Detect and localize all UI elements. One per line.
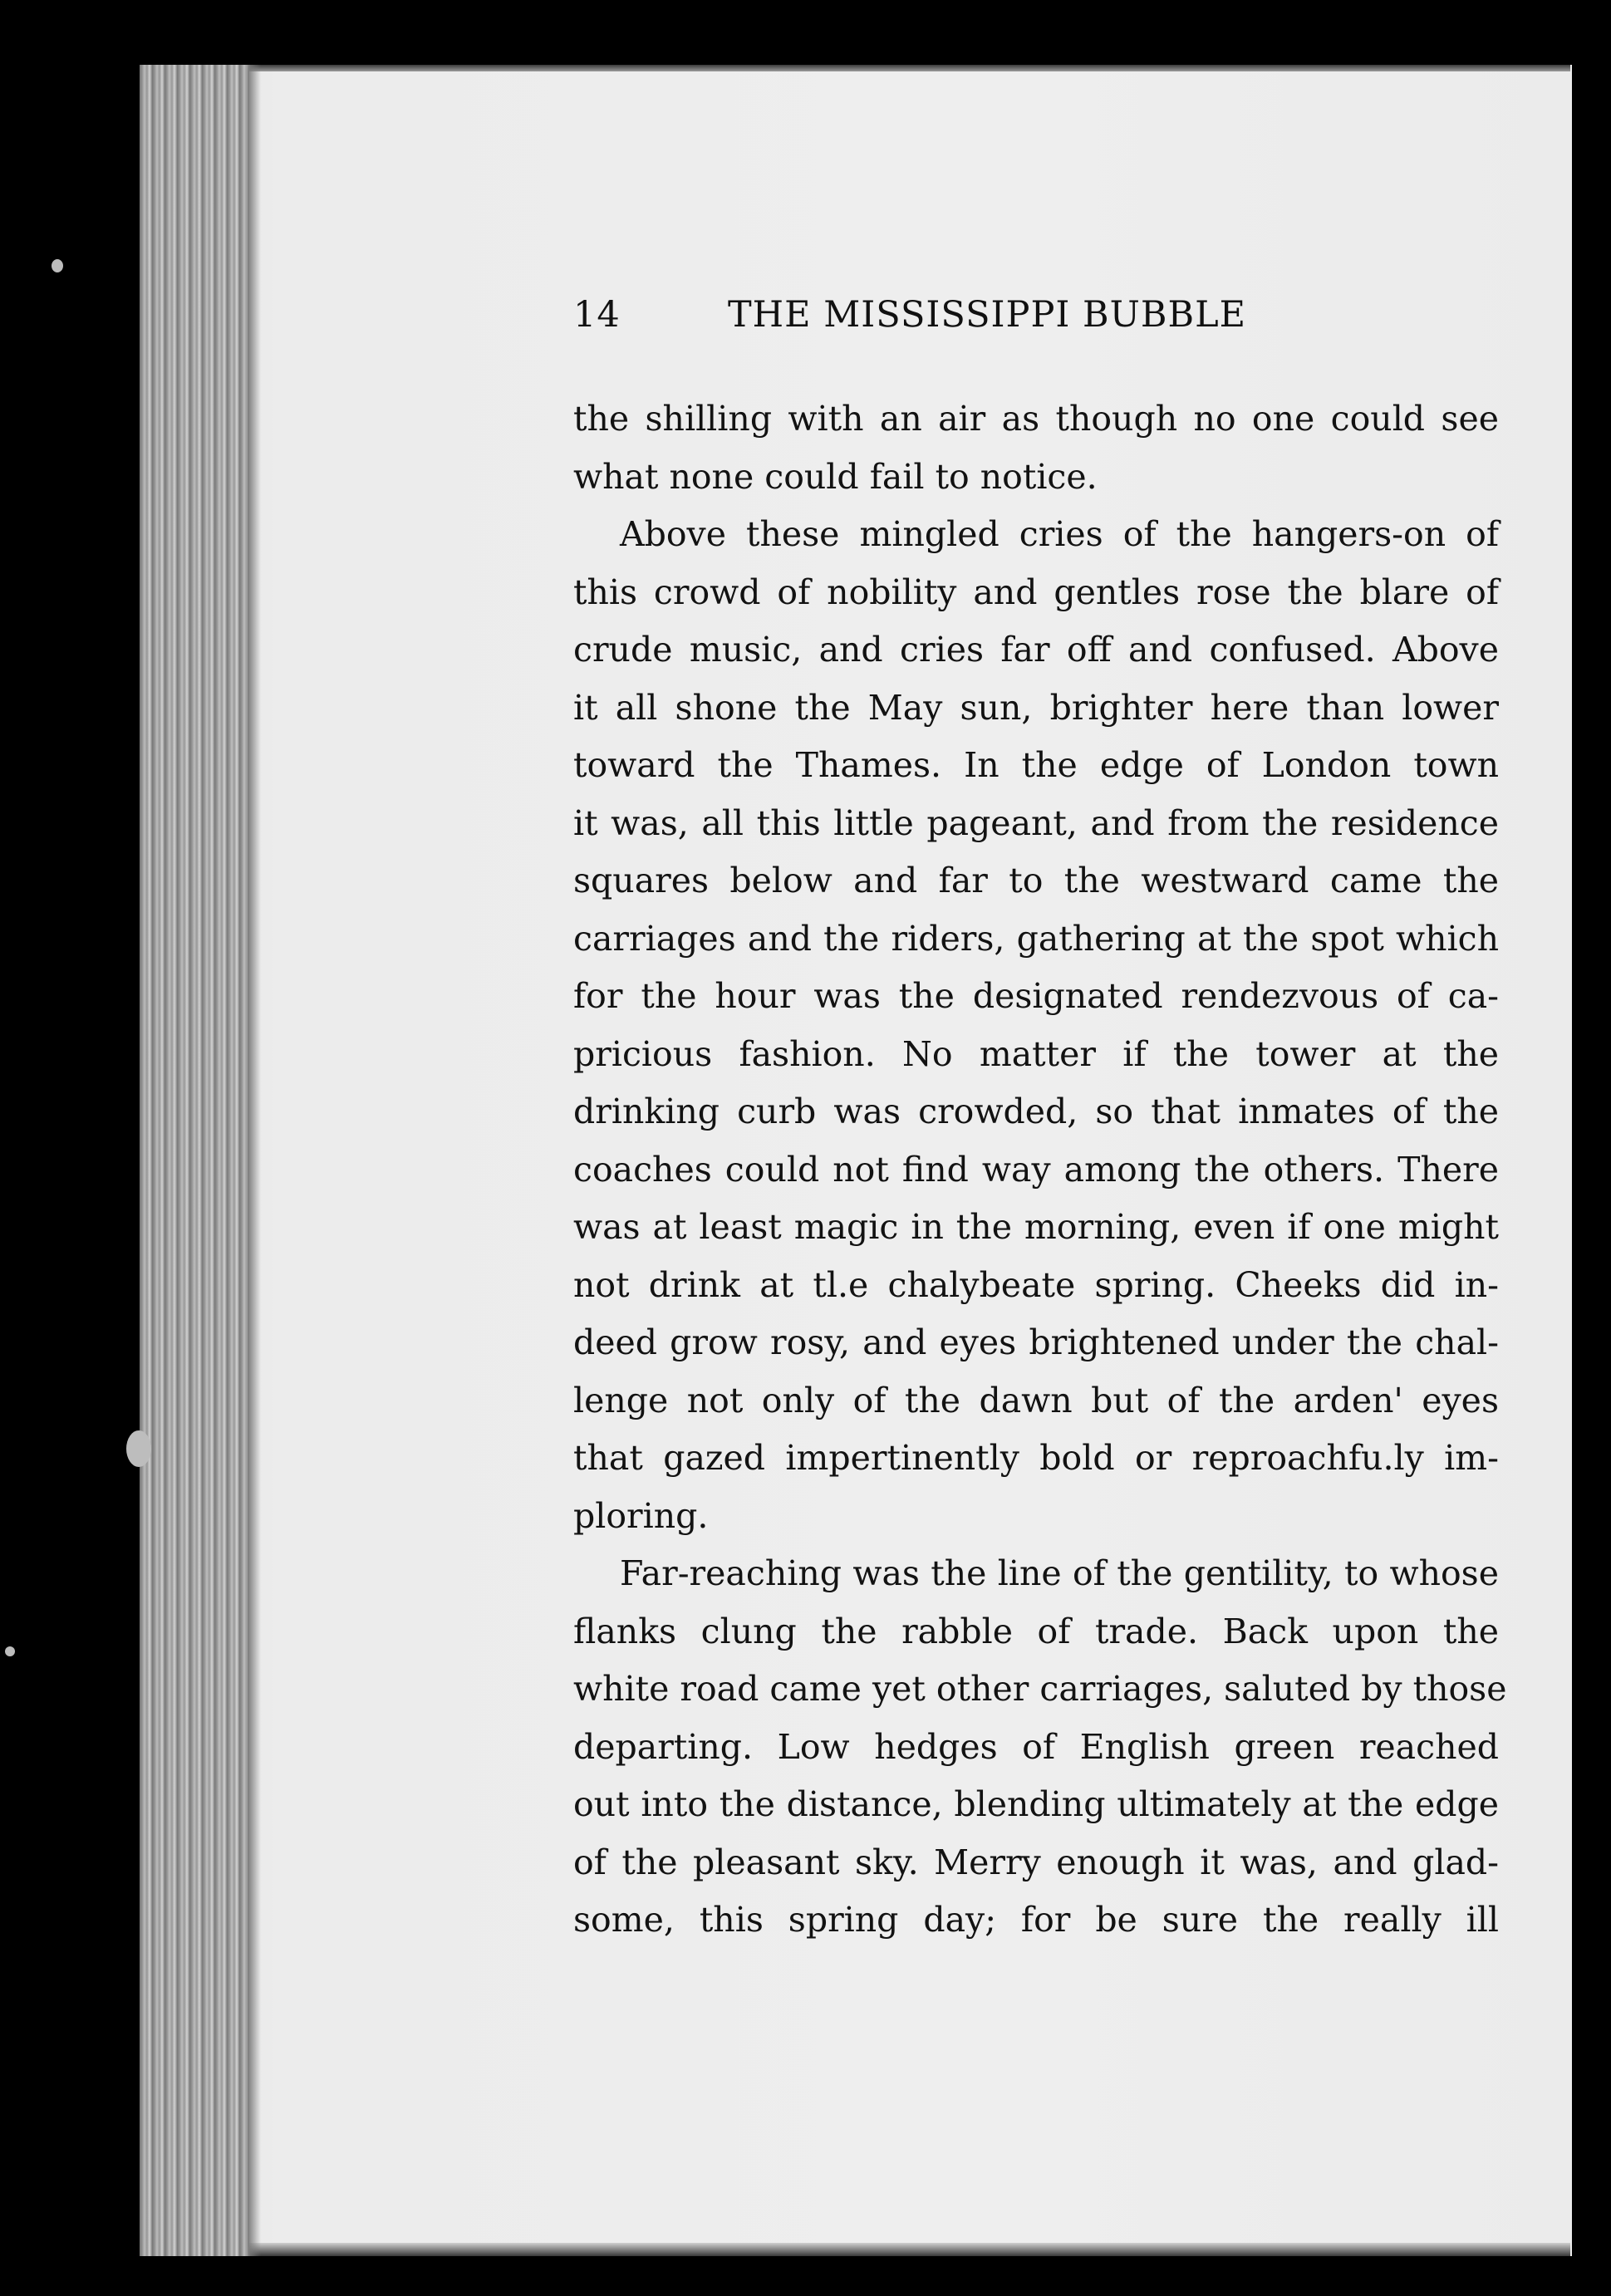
text-line: the shilling with an air as though no one could see <box>573 399 1499 439</box>
body-text <box>573 390 1507 1950</box>
text-line: out into the distance, blending ultimately at the edge <box>573 1784 1499 1824</box>
page-number: 14 <box>573 294 621 336</box>
scan-speck <box>126 1430 151 1467</box>
page-header <box>573 294 1404 344</box>
text-line: carriages and the riders, gathering at the spot which <box>573 918 1499 959</box>
text-line: lenge not only of the dawn but of the arden' eyes <box>573 1380 1499 1420</box>
text-line: some, this spring day; for be sure the really ill <box>573 1900 1499 1940</box>
text-line: coaches could not find way among the others. There <box>573 1149 1499 1190</box>
text-line: white road came yet other carriages, saluted by those <box>573 1669 1507 1709</box>
text-line: this crowd of nobility and gentles rose the blare of <box>573 572 1499 612</box>
binding-shadow <box>248 65 261 2256</box>
text-line: for the hour was the designated rendezvous of ca- <box>573 976 1499 1016</box>
text-line: squares below and far to the westward came the <box>573 861 1499 900</box>
page-top-edge <box>249 65 1570 71</box>
scan-speck <box>5 1646 15 1656</box>
text-line: of the pleasant sky. Merry enough it was, and glad- <box>573 1842 1499 1882</box>
text-line: it was, all this little pageant, and from the residence <box>573 802 1499 843</box>
text-line: drinking curb was crowded, so that inmates of the <box>573 1092 1499 1131</box>
text-line: crude music, and cries far off and confused. Above <box>573 630 1499 670</box>
scan-speck <box>52 259 63 272</box>
page-bottom-edge <box>249 2243 1570 2256</box>
book-binding <box>140 65 248 2256</box>
text-line: Far-reaching was the line of the gentility, to whose <box>620 1553 1499 1593</box>
text-line: Above these mingled cries of the hangers-on of <box>620 514 1499 554</box>
text-line: departing. Low hedges of English green reached <box>573 1726 1499 1767</box>
text-line: that gazed impertinently bold or reproachfu.ly im- <box>573 1438 1499 1478</box>
text-line: deed grow rosy, and eyes brightened under the chal- <box>573 1322 1499 1362</box>
text-line: ploring. <box>573 1495 709 1536</box>
text-line: not drink at tl.e chalybeate spring. Cheeks did in- <box>573 1264 1499 1305</box>
text-line: it all shone the May sun, brighter here than lower <box>573 687 1499 728</box>
text-line: flanks clung the rabble of trade. Back upon the <box>573 1611 1499 1651</box>
text-line: what none could fail to notice. <box>573 456 1098 497</box>
text-line: pricious fashion. No matter if the tower at the <box>573 1033 1499 1074</box>
text-line: toward the Thames. In the edge of London town <box>573 745 1499 785</box>
text-line: was at least magic in the morning, even if one might <box>573 1207 1499 1247</box>
running-head: THE MISSISSIPPI BUBBLE <box>728 294 1247 336</box>
